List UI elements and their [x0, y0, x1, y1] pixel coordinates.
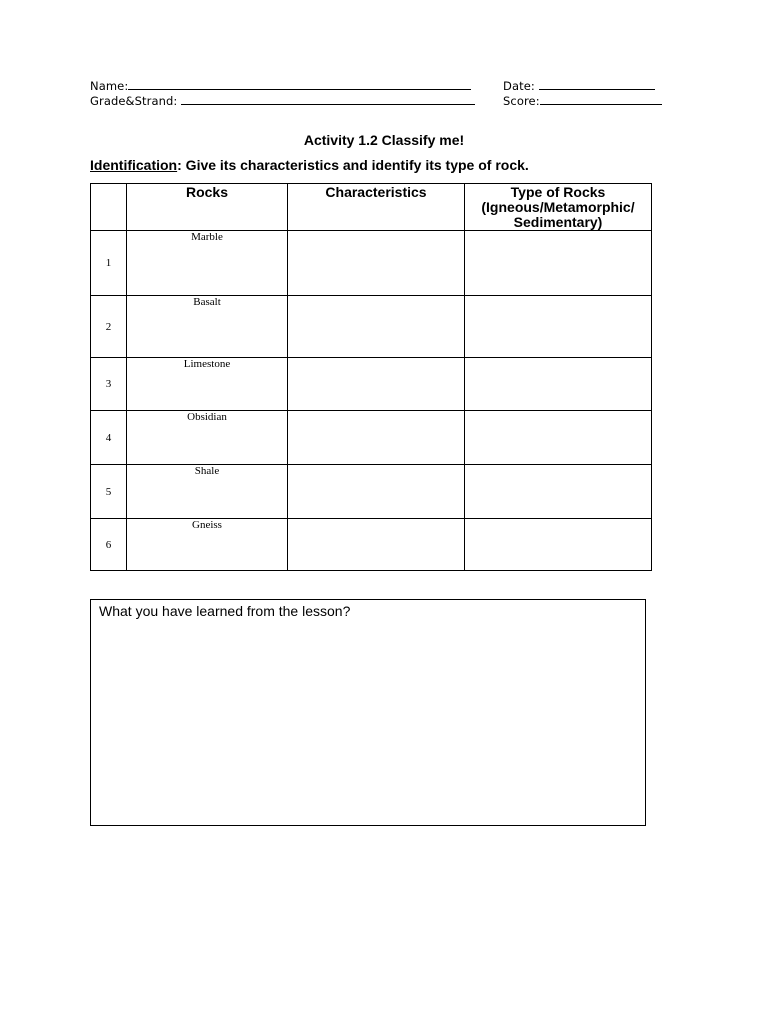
characteristics-cell[interactable]	[288, 465, 465, 519]
type-cell[interactable]	[465, 358, 652, 411]
name-field[interactable]	[90, 79, 471, 93]
instruction-text: : Give its characteristics and identify its type of rock.	[177, 157, 529, 173]
date-label: Date:	[503, 79, 535, 93]
table-row	[91, 519, 652, 571]
grade-strand-label: Grade&Strand:	[90, 94, 178, 108]
activity-title: Activity 1.2 Classify me!	[303, 132, 465, 148]
table-row	[91, 296, 652, 358]
rock-name: Basalt	[127, 296, 288, 358]
rocks-table	[90, 183, 652, 571]
rock-name: Obsidian	[127, 411, 288, 465]
row-number: 5	[91, 465, 127, 519]
type-cell[interactable]	[465, 411, 652, 465]
table-header-row	[91, 184, 652, 231]
score-field[interactable]	[503, 94, 662, 108]
type-cell[interactable]	[465, 296, 652, 358]
reflection-box[interactable]	[90, 599, 646, 826]
grade-strand-blank[interactable]	[181, 94, 475, 105]
characteristics-cell[interactable]	[288, 296, 465, 358]
type-of-rocks-header: Type of Rocks (Igneous/Metamorphic/ Sedimentary)	[465, 184, 652, 231]
row-number: 3	[91, 358, 127, 411]
table-row	[91, 231, 652, 296]
number-header	[91, 184, 127, 231]
characteristics-cell[interactable]	[288, 231, 465, 296]
characteristics-cell[interactable]	[288, 358, 465, 411]
instruction-label: Identification	[90, 157, 178, 173]
characteristics-cell[interactable]	[288, 519, 465, 571]
score-blank[interactable]	[540, 94, 662, 105]
row-number: 4	[91, 411, 127, 465]
grade-strand-field[interactable]	[90, 94, 475, 108]
date-field[interactable]	[503, 79, 655, 93]
score-label: Score:	[503, 94, 540, 108]
rock-name: Limestone	[127, 358, 288, 411]
name-blank[interactable]	[128, 79, 471, 90]
rock-name: Marble	[127, 231, 288, 296]
type-cell[interactable]	[465, 465, 652, 519]
table-row	[91, 465, 652, 519]
rock-name: Shale	[127, 465, 288, 519]
instruction	[90, 157, 529, 173]
row-number: 6	[91, 519, 127, 571]
reflection-prompt: What you have learned from the lesson?	[99, 603, 351, 619]
name-label: Name:	[90, 79, 129, 93]
table-row	[91, 411, 652, 465]
characteristics-cell[interactable]	[288, 411, 465, 465]
type-cell[interactable]	[465, 231, 652, 296]
rocks-header: Rocks	[127, 184, 288, 231]
row-number: 2	[91, 296, 127, 358]
type-cell[interactable]	[465, 519, 652, 571]
date-blank[interactable]	[539, 79, 655, 90]
row-number: 1	[91, 231, 127, 296]
rock-name: Gneiss	[127, 519, 288, 571]
characteristics-header: Characteristics	[288, 184, 465, 231]
table-row	[91, 358, 652, 411]
